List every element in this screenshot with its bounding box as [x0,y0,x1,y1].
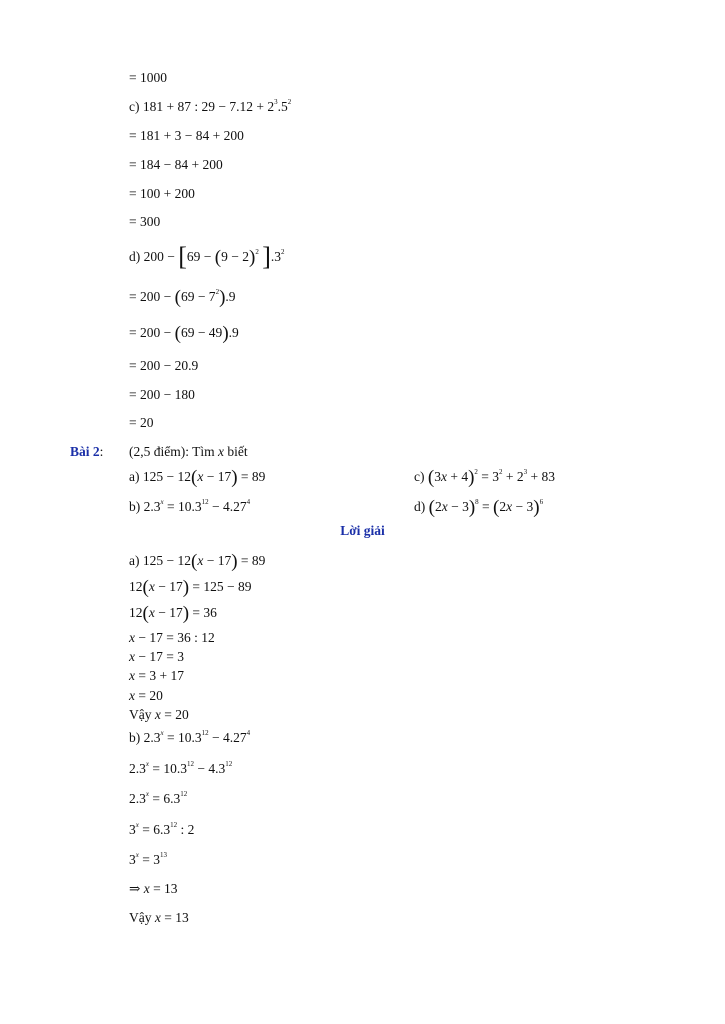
variable: x [143,881,150,896]
variable: x [506,499,513,514]
exponent: 2 [474,468,478,476]
eq-text: = 100 + 200 [129,186,195,201]
eq-line [129,323,239,344]
variable: x [197,553,204,568]
variable: x [441,499,448,514]
eq-text: − 3 [512,499,534,514]
eq-line [129,761,232,777]
paren: ( [428,497,435,518]
eq-text: : 2 [177,822,195,837]
exercise-label [70,444,103,460]
eq-text: = 10.3 [148,761,187,776]
eq-text: − 17 [203,553,232,568]
eq-line [129,415,154,431]
exponent: 12 [186,760,194,768]
eq-line [129,791,187,807]
exponent: 12 [170,821,178,829]
eq-text: = 200 − [129,325,175,340]
paren: ) [182,603,190,624]
eq-text: 12 [129,579,143,594]
eq-text: = 184 − 84 + 200 [129,157,223,172]
exponent: x [135,821,139,829]
eq-text: = 3 [138,852,160,867]
exponent: x [160,729,164,737]
paren: ) [468,467,475,488]
item-label: d) [129,249,144,264]
exponent: 8 [475,498,479,506]
eq-line [129,358,198,374]
paren: ( [174,287,181,308]
eq-text: = [478,499,494,514]
eq-text: = 1000 [129,70,167,85]
eq-text: − 17 [203,469,232,484]
eq-text: 69 − 49 [180,325,223,340]
eq-text: 2.3 [129,791,146,806]
paren: ( [174,323,181,344]
paren: ( [142,577,149,598]
eq-text: + 2 [502,469,524,484]
eq-line [129,852,167,868]
eq-text: = 20 [160,707,189,722]
exponent: x [145,760,149,768]
eq-text: 2 [499,499,507,514]
exponent: 12 [201,498,209,506]
eq-text: (2,5 điểm): Tìm [129,444,218,459]
paren: ) [231,467,238,488]
paren: ) [468,497,476,518]
eq-text: = 200 − 20.9 [129,358,199,373]
eq-line [129,551,266,572]
eq-text: biết [224,444,248,459]
variable: x [197,469,204,484]
eq-text: 2 [434,499,442,514]
eq-text: 125 − 12 [142,469,191,484]
variable: x [129,688,135,703]
eq-text: 2.3 [143,730,161,745]
variable: x [148,579,155,594]
paren: ( [427,467,435,488]
paren: ) [249,247,256,268]
eq-text: = 13 [160,910,189,925]
paren: ( [493,497,500,518]
eq-text: − 4.27 [208,499,247,514]
eq-line [129,668,184,684]
exponent: 12 [201,729,209,737]
eq-text: = 181 + 3 − 84 + 200 [129,128,244,143]
variable: x [218,444,224,459]
eq-line [129,99,291,115]
variable: x [154,707,161,722]
item-label: c) [414,469,428,484]
exponent: 6 [539,498,544,506]
bracket: ] [262,242,271,271]
eq-text: − 17 [154,605,183,620]
eq-text: + 83 [527,469,556,484]
exponent: 12 [180,790,188,798]
paren: ( [142,603,149,624]
exponent: 3 [523,468,528,476]
eq-text: 69 − 7 [180,289,216,304]
paren: ) [222,323,229,344]
exponent: 12 [225,760,233,768]
eq-line [129,649,184,665]
implies-arrow: ⇒ [129,881,144,896]
bracket: [ [178,242,187,271]
eq-text: = 89 [237,553,266,568]
eq-line [129,387,195,403]
eq-text: 2.3 [143,499,161,514]
paren: ) [219,287,226,308]
eq-text: = 20 [135,688,163,703]
eq-line [129,128,244,144]
paren: ( [214,247,222,268]
eq-text: Vậy [129,707,155,722]
eq-text: = 3 [477,469,500,484]
item-label: c) [129,99,143,114]
variable: x [129,630,135,645]
exponent: 4 [246,498,251,506]
eq-text: 9 − 2 [221,249,249,264]
exponent: 2 [287,98,292,106]
paren: ( [191,551,198,572]
colon: : [99,444,104,459]
exponent: x [135,851,139,859]
eq-text: 3 [129,822,136,837]
exponent: 2 [255,248,259,256]
eq-line [129,707,189,723]
eq-line [129,577,252,598]
eq-text: .5 [277,99,288,114]
exponent: 2 [499,468,503,476]
eq-line [129,214,160,230]
eq-text: 125 − 12 [142,553,191,568]
eq-line [129,822,194,838]
item-label: d) [414,499,429,514]
item-label: b) [129,730,144,745]
item-label: b) [129,499,144,514]
exponent: x [145,790,149,798]
eq-text: = 125 − 89 [189,579,252,594]
eq-line [129,688,163,704]
eq-text: 3 [434,469,441,484]
eq-text: − 17 [154,579,183,594]
eq-text: = 13 [149,881,178,896]
exponent: 2 [215,288,220,296]
problem-b [129,499,250,515]
item-label: a) [129,553,143,568]
eq-text: = 89 [237,469,266,484]
eq-text: .9 [225,289,236,304]
problem-c [414,467,556,488]
eq-text: − 17 = 3 [135,649,184,664]
eq-line [129,186,195,202]
exponent: 4 [246,729,251,737]
paren: ) [533,497,540,518]
exponent: 3 [274,98,278,106]
variable: x [440,469,447,484]
exponent: 2 [281,248,285,256]
item-label: a) [129,469,143,484]
eq-text: = 3 + 17 [135,668,184,683]
eq-text: 3 [129,852,136,867]
eq-text: .9 [228,325,239,340]
problem-a [129,467,266,488]
eq-text: + 4 [446,469,469,484]
eq-text: = 300 [129,214,161,229]
eq-text: − 4.27 [208,730,247,745]
exercise-title [129,444,248,460]
eq-line [129,910,189,926]
eq-line [129,630,215,646]
eq-text: − 17 = 36 : 12 [135,630,215,645]
eq-text: 12 [129,605,143,620]
exercise-number: Bài 2 [70,444,100,459]
eq-text: 2.3 [129,761,146,776]
paren: ( [191,467,198,488]
problem-d [414,497,544,518]
variable: x [129,649,135,664]
variable: x [129,668,135,683]
eq-text: = 6.3 [138,822,171,837]
eq-line [129,287,236,308]
eq-text: 200 − [143,249,179,264]
eq-line [129,242,285,271]
eq-text: = 10.3 [163,730,202,745]
variable: x [154,910,161,925]
eq-text: = 200 − 180 [129,387,195,402]
eq-text: − 4.3 [193,761,226,776]
paren: ) [231,551,238,572]
eq-text: = 20 [129,415,154,430]
eq-text: 181 + 87 : 29 − 7.12 + 2 [142,99,275,114]
paren: ) [182,577,190,598]
exponent: 13 [159,851,167,859]
eq-text: .3 [270,249,281,264]
eq-text: = 10.3 [163,499,202,514]
eq-line [129,603,217,624]
exponent: x [160,498,164,506]
solution-heading: Lời giải [340,523,385,538]
eq-text: = 6.3 [148,791,181,806]
eq-line [129,730,250,746]
variable: x [148,605,155,620]
eq-line [129,70,167,86]
eq-text: 69 − [186,249,215,264]
eq-text: = 36 [189,605,217,620]
eq-text: = 200 − [129,289,175,304]
eq-line [129,157,223,173]
eq-text: − 3 [447,499,469,514]
eq-text: Vậy [129,910,155,925]
eq-line [129,881,178,897]
